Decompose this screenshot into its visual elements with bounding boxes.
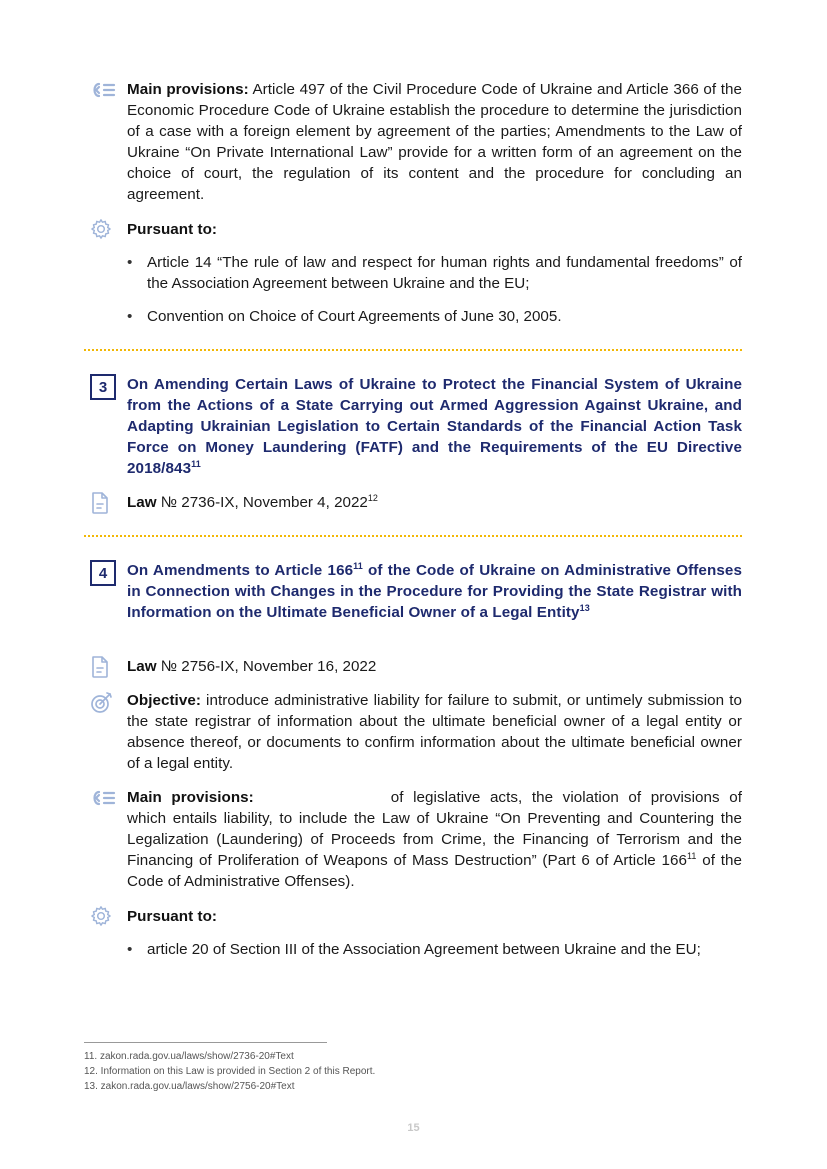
law-reference: Law № 2736-IX, November 4, 2022$^{12}$ [127, 493, 378, 511]
law-reference: Law № 2756-IX, November 16, 2022 [127, 658, 377, 675]
pursuant-list-1 [90, 252, 742, 327]
list-icon [90, 79, 127, 102]
pursuant-label: Pursuant to: [127, 221, 218, 238]
pursuant-block-2 [90, 905, 742, 927]
objective-paragraph: Objective: introduce administrative liability for failure to submit, or untimely submission to the state registrar of information about the ultimate beneficial owner of a legal entity or absence thereof, or documents to confirm information about the ultimate beneficial owner of a legal entity. [127, 692, 742, 772]
main-provisions-paragraph [127, 79, 742, 205]
law-3-reference [90, 491, 742, 515]
main-provisions-text: Article 497 of the Civil Procedure Code of Ukraine and Article 366 of the Economic Procedure Code of Ukraine establish the procedure to determine the jurisdiction of a case with a foreign element by agreement of the parties; Amendments to the Law of Ukraine “On Private International Law” provide for a written form of an agreement on the choice of court, the regulation of its content and the procedure for concluding an agreement. [127, 81, 742, 203]
footnote: 11. zakon.rada.gov.ua/laws/show/2736-20#Text [84, 1051, 294, 1062]
law-4-heading [90, 560, 742, 623]
footnote: 13. zakon.rada.gov.ua/laws/show/2756-20#Text [84, 1081, 295, 1092]
gear-icon [90, 905, 127, 927]
footnote-divider [84, 1042, 327, 1043]
list-item: • Convention on Choice of Court Agreements of June 30, 2005. [127, 306, 742, 327]
section-separator [84, 349, 742, 351]
law-number-box: 4 [90, 560, 116, 586]
pursuant-list-2 [90, 939, 742, 960]
main-provisions-paragraph: Main provisions: of legislative acts, the violation of provisions of which entails liability, to include the Law of Ukraine “On Preventing and Countering the Legalization (Laundering) of Proceeds from Crime, the Financing of Terrorism and the Financing of Proliferation of Weapons of Mass Destruction” (Part 6 of Article $166^{11}$ of the Code of Administrative Offenses). [127, 789, 742, 890]
page-number: 15 [407, 1122, 420, 1134]
law-4-reference [90, 655, 742, 679]
law-number-box: 3 [90, 374, 116, 400]
law-title: On Amending Certain Laws of Ukraine to Protect the Financial System of Ukraine from the Actions of a State Carrying out Armed Aggression Against Ukraine, and Adapting Ukrainian Legislation to Certain Standards of the Financial Action Task Force on Money Laundering (FATF) and the Requirements of the EU Directive $2018/843^{11}$ [127, 376, 742, 477]
footnotes [84, 1049, 375, 1094]
list-icon [90, 787, 127, 810]
section-separator [84, 535, 742, 537]
list-item: • article 20 of Section III of the Association Agreement between Ukraine and the EU; [127, 939, 742, 960]
main-provisions-block-2 [90, 787, 742, 892]
gear-icon [90, 218, 127, 240]
law-title: On Amendments to Article $166^{11}$ of the Code of Ukraine on Administrative Offenses in Connection with Changes in the Procedure for Providing the State Registrar with Information on the Ultimate Beneficial Owner of a Legal Entity$^{13}$ [127, 561, 742, 621]
law-3-heading [90, 374, 742, 479]
document-icon [90, 491, 127, 515]
document-icon [90, 655, 127, 679]
main-provisions-label: Main provisions: [127, 81, 249, 98]
pursuant-label: Pursuant to: [127, 908, 218, 925]
target-icon [90, 690, 127, 714]
main-provisions-block-1 [90, 79, 742, 205]
footnote: 12. Information on this Law is provided in Section 2 of this Report. [84, 1066, 376, 1077]
list-item: • Article 14 “The rule of law and respect for human rights and fundamental freedoms” of the Association Agreement between Ukraine and the EU; [127, 252, 742, 294]
objective-block [90, 690, 742, 774]
pursuant-block-1 [90, 218, 742, 240]
